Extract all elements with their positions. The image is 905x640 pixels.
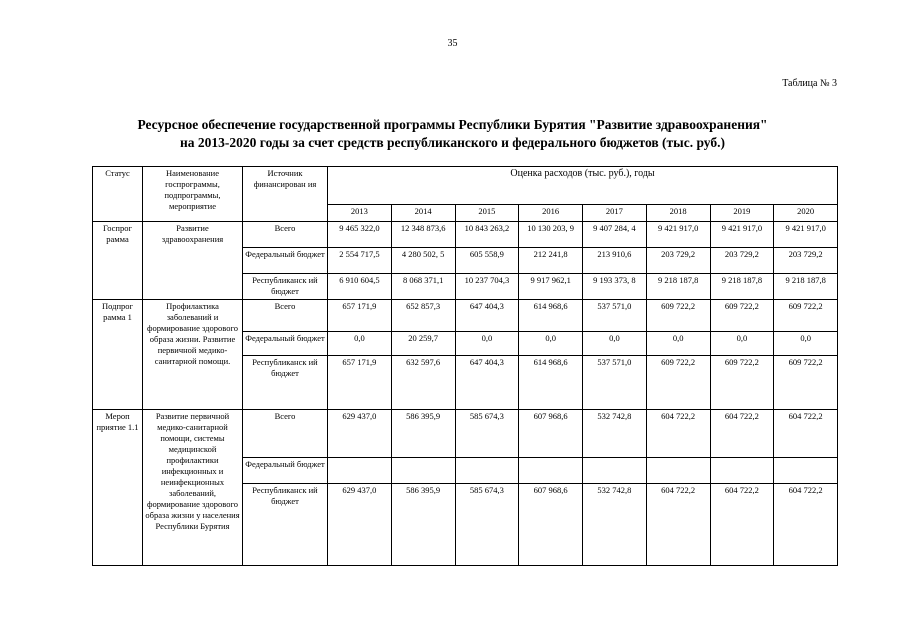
source-cell: Всего — [243, 300, 328, 332]
status-cell: Госпрог рамма — [93, 222, 143, 300]
value-cell: 9 421 917,0 — [774, 222, 838, 248]
value-cell: 586 395,9 — [391, 410, 455, 458]
value-cell: 604 722,2 — [646, 484, 710, 566]
value-cell: 212 241,8 — [519, 248, 583, 274]
value-cell: 657 171,9 — [328, 300, 392, 332]
value-cell: 586 395,9 — [391, 484, 455, 566]
header-name: Наименование госпрограммы, подпрограммы, мероприятие — [143, 167, 243, 222]
value-cell: 10 237 704,3 — [455, 274, 519, 300]
header-source: Источник финансирован ия — [243, 167, 328, 222]
value-cell: 9 218 187,8 — [710, 274, 774, 300]
year-header-cell: 2013 — [328, 205, 392, 222]
value-cell: 632 597,6 — [391, 356, 455, 410]
title-line-1: Ресурсное обеспечение государственной программы Республики Бурятия "Развитие здравоохранения" — [137, 117, 768, 132]
table-body — [93, 222, 838, 566]
value-cell: 0,0 — [646, 332, 710, 356]
value-cell: 9 193 373, 8 — [583, 274, 647, 300]
value-cell — [391, 458, 455, 484]
value-cell: 203 729,2 — [774, 248, 838, 274]
value-cell: 647 404,3 — [455, 356, 519, 410]
source-cell: Федеральный бюджет — [243, 332, 328, 356]
value-cell: 629 437,0 — [328, 410, 392, 458]
source-cell: Всего — [243, 222, 328, 248]
value-cell: 647 404,3 — [455, 300, 519, 332]
value-cell: 0,0 — [519, 332, 583, 356]
value-cell: 585 674,3 — [455, 484, 519, 566]
year-header-cell: 2020 — [774, 205, 838, 222]
value-cell: 604 722,2 — [646, 410, 710, 458]
source-cell: Всего — [243, 410, 328, 458]
value-cell: 6 910 604,5 — [328, 274, 392, 300]
header-estimate: Оценка расходов (тыс. руб.), годы — [328, 167, 838, 205]
value-cell: 203 729,2 — [646, 248, 710, 274]
value-cell: 0,0 — [328, 332, 392, 356]
resource-table — [92, 166, 838, 566]
value-cell: 0,0 — [774, 332, 838, 356]
value-cell: 604 722,2 — [710, 484, 774, 566]
value-cell: 203 729,2 — [710, 248, 774, 274]
value-cell: 609 722,2 — [774, 356, 838, 410]
value-cell: 9 917 962,1 — [519, 274, 583, 300]
value-cell: 8 068 371,1 — [391, 274, 455, 300]
status-cell: Подпрог рамма 1 — [93, 300, 143, 410]
value-cell: 614 968,6 — [519, 300, 583, 332]
value-cell: 10 843 263,2 — [455, 222, 519, 248]
value-cell: 605 558,9 — [455, 248, 519, 274]
value-cell: 604 722,2 — [710, 410, 774, 458]
value-cell: 609 722,2 — [710, 356, 774, 410]
table-row — [93, 222, 838, 248]
source-cell: Республиканск ий бюджет — [243, 484, 328, 566]
source-cell: Республиканск ий бюджет — [243, 274, 328, 300]
value-cell: 2 554 717,5 — [328, 248, 392, 274]
table-number: Таблица № 3 — [782, 78, 837, 89]
value-cell: 609 722,2 — [774, 300, 838, 332]
status-cell: Мероп приятие 1.1 — [93, 410, 143, 566]
value-cell: 20 259,7 — [391, 332, 455, 356]
value-cell: 609 722,2 — [646, 356, 710, 410]
program-name-cell: Профилактика заболеваний и формирование здорового образа жизни. Развитие первичной медико-санитарной помощи. — [143, 300, 243, 410]
year-header-cell: 2016 — [519, 205, 583, 222]
value-cell: 532 742,8 — [583, 410, 647, 458]
value-cell — [328, 458, 392, 484]
value-cell: 213 910,6 — [583, 248, 647, 274]
value-cell: 585 674,3 — [455, 410, 519, 458]
value-cell — [774, 458, 838, 484]
value-cell: 609 722,2 — [646, 300, 710, 332]
header-status: Статус — [93, 167, 143, 222]
value-cell: 604 722,2 — [774, 410, 838, 458]
program-name-cell: Развитие первичной медико-санитарной помощи, системы медицинской профилактики инфекционных и неинфекционных заболеваний, формирование здорового образа жизни у населения Республики Бурятия — [143, 410, 243, 566]
value-cell: 0,0 — [710, 332, 774, 356]
value-cell: 629 437,0 — [328, 484, 392, 566]
table-row — [93, 300, 838, 332]
year-header-cell: 2017 — [583, 205, 647, 222]
table-row — [93, 410, 838, 458]
source-cell: Федеральный бюджет — [243, 248, 328, 274]
value-cell — [455, 458, 519, 484]
value-cell: 537 571,0 — [583, 300, 647, 332]
page-number: 35 — [447, 38, 458, 49]
value-cell: 12 348 873,6 — [391, 222, 455, 248]
value-cell: 9 407 284, 4 — [583, 222, 647, 248]
source-cell: Федеральный бюджет — [243, 458, 328, 484]
value-cell: 9 421 917,0 — [710, 222, 774, 248]
value-cell: 0,0 — [583, 332, 647, 356]
value-cell: 532 742,8 — [583, 484, 647, 566]
year-header-cell: 2019 — [710, 205, 774, 222]
title-line-2: на 2013-2020 годы за счет средств республиканского и федерального бюджетов (тыс. руб.) — [180, 135, 725, 150]
year-header-cell: 2014 — [391, 205, 455, 222]
value-cell: 4 280 502, 5 — [391, 248, 455, 274]
program-name-cell: Развитие здравоохранения — [143, 222, 243, 300]
year-header-cell: 2015 — [455, 205, 519, 222]
year-header-cell: 2018 — [646, 205, 710, 222]
value-cell: 604 722,2 — [774, 484, 838, 566]
value-cell: 614 968,6 — [519, 356, 583, 410]
value-cell — [646, 458, 710, 484]
value-cell: 10 130 203, 9 — [519, 222, 583, 248]
value-cell: 9 218 187,8 — [774, 274, 838, 300]
value-cell: 657 171,9 — [328, 356, 392, 410]
value-cell: 9 465 322,0 — [328, 222, 392, 248]
value-cell — [583, 458, 647, 484]
value-cell: 609 722,2 — [710, 300, 774, 332]
value-cell: 607 968,6 — [519, 410, 583, 458]
value-cell: 537 571,0 — [583, 356, 647, 410]
value-cell: 0,0 — [455, 332, 519, 356]
source-cell: Республиканск ий бюджет — [243, 356, 328, 410]
value-cell — [710, 458, 774, 484]
value-cell: 652 857,3 — [391, 300, 455, 332]
value-cell — [519, 458, 583, 484]
header-row — [93, 167, 838, 205]
value-cell: 9 421 917,0 — [646, 222, 710, 248]
document-title — [60, 116, 845, 152]
value-cell: 607 968,6 — [519, 484, 583, 566]
value-cell: 9 218 187,8 — [646, 274, 710, 300]
